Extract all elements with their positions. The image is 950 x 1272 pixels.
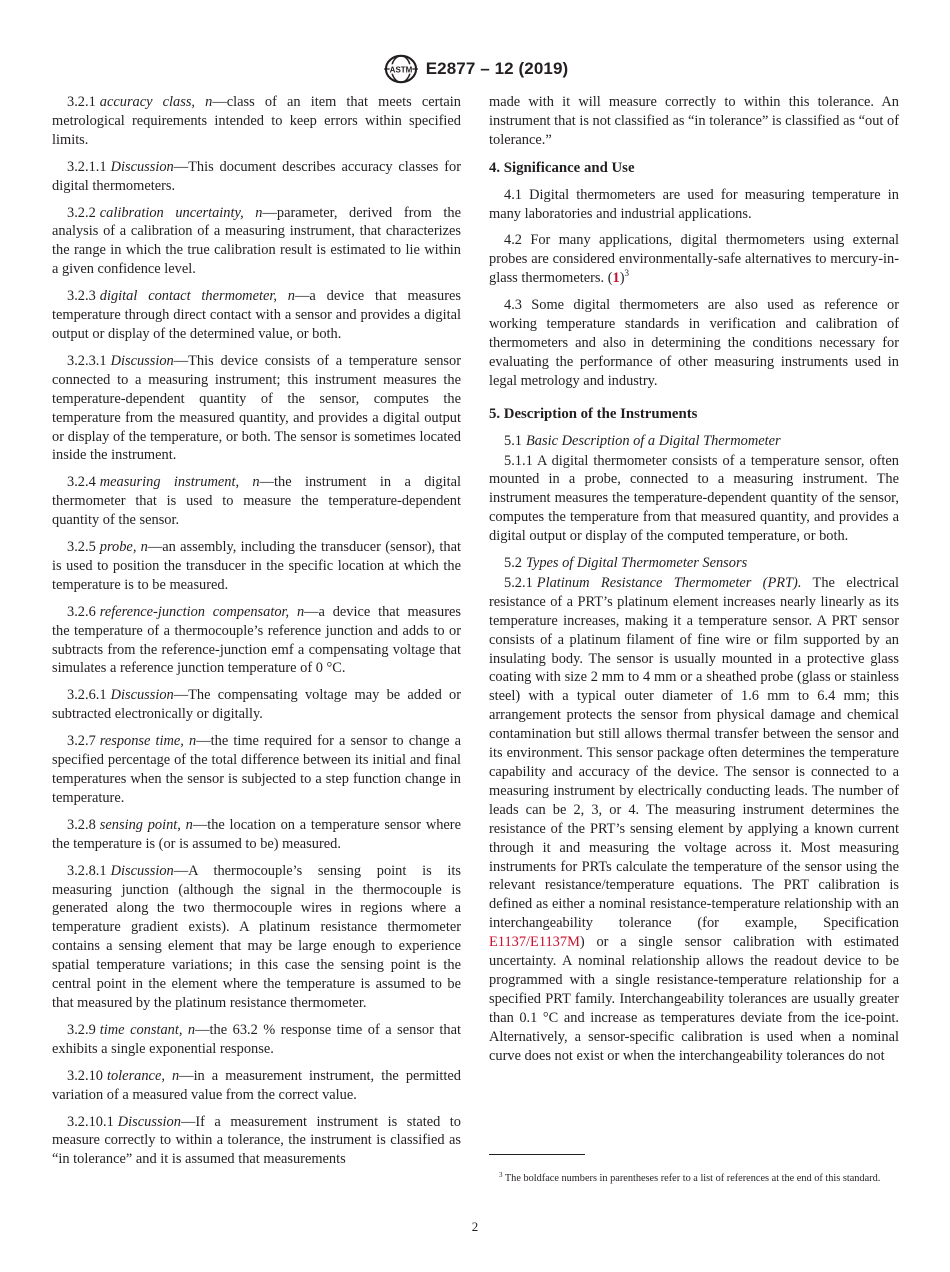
- definition-paragraph: [52, 473, 461, 530]
- paragraph-5-1: [489, 432, 899, 451]
- definition-term: tolerance, n: [106, 1067, 180, 1084]
- definition-term: reference-junction compensator, n: [99, 603, 305, 620]
- definition-number: 3.2.10.1: [67, 1113, 114, 1130]
- definition-paragraph: [52, 816, 461, 854]
- definition-paragraph: [52, 158, 461, 196]
- definition-term: time constant, n: [99, 1021, 196, 1038]
- paragraph-5-2-1: [489, 574, 899, 1066]
- logo-text: ASTM: [389, 65, 413, 75]
- definition-paragraph: [52, 603, 461, 679]
- standard-designation: E2877 – 12 (2019): [425, 59, 569, 78]
- paragraph-5-2-1-text-a: The electrical resistance of a PRT’s platinum element increases nearly linearly as its temperature increases, making it a temperature sensor. A PRT sensor consists of a platinum filament of fine wire or film supported by an insulating body. The sensor is usually mounted in a protective glass coating with size 2 mm to 4 mm or a sheathed probe (glass or stainless steel) with a typical outer diameter of 1.6 mm to 6.4 mm; this arrangement protects the sensor from physical damage and chemical contamination but still allows thermal transfer between the sensor and its environment. This sensor package often determines the temperature capability and accuracy of the device. The sensor is connected to a measuring instrument by electrically conducting leads. The number of leads can be 2, 3, or 4. The measuring instrument determines the resistance of the PRT’s sensing element by applying a known current through it and measuring the voltage across it. Most measuring instruments for PRTs calculate the temperature of the sensor using the relevant resistance/temperature equations. The PRT calibration is defined as either a nominal resistance-temperature relationship with an interchangeability tolerance (for example, Specification: [489, 574, 899, 932]
- paragraph-5-2-title: Types of Digital Thermometer Sensors: [526, 555, 748, 572]
- definition-paragraph: [52, 1113, 461, 1170]
- definition-term: Discussion: [110, 158, 174, 175]
- definition-number: 3.2.1: [67, 94, 96, 110]
- section-4-heading: 4. Significance and Use: [489, 159, 635, 176]
- definition-number: 3.2.10: [67, 1067, 103, 1084]
- footnote-mark-3[interactable]: 3: [624, 268, 629, 279]
- definition-term: response time, n: [99, 733, 197, 750]
- definition-text: —in a measurement instrument, the permitted variation of a measured value from the correct value.: [52, 1067, 461, 1103]
- definition-term: measuring instrument, n: [99, 474, 260, 491]
- definition-paragraph: [52, 862, 461, 1013]
- definition-number: 3.2.3.1: [67, 352, 107, 369]
- definition-term: accuracy class, n: [99, 94, 213, 110]
- paragraph-5-1-title: Basic Description of a Digital Thermometer: [526, 432, 781, 449]
- definition-paragraph: [52, 352, 461, 465]
- definition-term: probe, n: [99, 539, 148, 556]
- definition-paragraph: [52, 287, 461, 344]
- definition-text: —This document describes accuracy classes for digital thermometers.: [52, 158, 461, 194]
- definition-term: Discussion: [110, 862, 174, 879]
- definition-number: 3.2.7: [67, 733, 96, 750]
- definition-number: 3.2.1.1: [67, 158, 107, 175]
- definition-paragraph: [52, 686, 461, 724]
- paragraph-5-2: [489, 554, 899, 573]
- definition-number: 3.2.9: [67, 1021, 96, 1038]
- tolerance-discussion-continuation: made with it will measure correctly to within this tolerance. An instrument that is not classified as “in tolerance” is classified as “out of tolerance.”: [489, 94, 900, 148]
- paragraph-4-1: 4.1 Digital thermometers are used for measuring temperature in many laboratories and industrial applications.: [489, 186, 899, 222]
- definition-paragraph: [52, 1067, 461, 1105]
- paragraph-4-3: 4.3 Some digital thermometers are also used as reference or working temperature standards in verification and calibration of thermometers and also in determining the conditions necessary for evaluating the performance of other measuring instruments used in legal metrology and industry.: [489, 297, 899, 389]
- reference-link-1[interactable]: 1: [612, 270, 620, 287]
- definition-paragraph: [52, 538, 461, 595]
- astm-logo-icon: [382, 53, 420, 85]
- definition-text: —If a measurement instrument is stated to measure correctly to within a tolerance, the instrument is classified as “in tolerance” and it is assumed that measurements: [52, 1113, 461, 1168]
- definition-number: 3.2.8: [67, 816, 96, 833]
- page-header: [0, 52, 950, 86]
- paragraph-5-2-1-text-b: ) or a single sensor calibration with estimated uncertainty. A nominal relationship allows the readout device to be programmed with a single resistance-temperature relationship for a specified PRT family. Interchangeability tolerances are usually greater than 0.1 °C and increase as temperatures deviate from the ice-point. Alternatively, a sensor-specific calibration is used when a nominal curve does not exist or when the interchangeability tolerances do not: [489, 934, 899, 1064]
- definition-number: 3.2.2: [67, 204, 96, 221]
- paragraph-5-2-1-title: Platinum Resistance Thermometer (PRT).: [536, 574, 802, 591]
- definition-text: —A thermocouple’s sensing point is its measuring junction (although the signal in the thermocouple is generated along the two thermocouple wires in regions where a temperature gradient exists). A platinum resistance thermometer contains a sensing element that may be large enough to experience spatial temperature variations; in this case the sensing point is the central point in the element where the temperature is assumed to be that measured by the platinum resistance thermometer.: [52, 862, 461, 1011]
- definition-term: Discussion: [117, 1113, 181, 1130]
- definition-text: —parameter, derived from the analysis of a calibration of a measuring instrument, that characterizes the range in which the true calibration result is estimated to lie within a given confidence level.: [52, 204, 461, 278]
- definition-number: 3.2.6: [67, 603, 96, 620]
- definition-number: 3.2.8.1: [67, 862, 107, 879]
- definition-paragraph: [52, 204, 461, 280]
- definition-term: sensing point, n: [99, 816, 193, 833]
- page-number: 2: [471, 1219, 479, 1234]
- definition-text: —the instrument in a digital thermometer that is used to measure the temperature-dependent quantity of the sensor.: [52, 474, 461, 529]
- paragraph-5-2-number: 5.2: [504, 555, 522, 572]
- definition-text: —The compensating voltage may be added or subtracted electronically or digitally.: [52, 687, 461, 723]
- definition-text: —the 63.2 % response time of a sensor that exhibits a single exponential response.: [52, 1021, 461, 1057]
- left-column: [52, 93, 461, 1177]
- definition-paragraph: [52, 93, 461, 150]
- footnote-divider: [489, 1154, 585, 1155]
- definition-text: —the time required for a sensor to change a specified percentage of the total difference between its initial and final temperatures when the sensor is subjected to a step function change in temperature.: [52, 733, 461, 806]
- definition-text: —a device that measures the temperature of a thermocouple’s reference junction and adds to or subtracts from the reference-junction emf a compensating voltage that simulates a reference junction temperature of 0 °C.: [52, 603, 461, 677]
- paragraph-4-2-close: ): [619, 270, 625, 287]
- definition-term: Discussion: [110, 687, 174, 704]
- definition-term: calibration uncertainty, n: [99, 204, 263, 221]
- definition-text: —class of an item that meets certain metrological requirements intended to keep errors within specified limits.: [52, 94, 461, 148]
- paragraph-5-1-number: 5.1: [504, 432, 522, 449]
- section-5-heading: 5. Description of the Instruments: [489, 405, 698, 422]
- definition-term: digital contact thermometer, n: [99, 288, 295, 305]
- definition-paragraph: [52, 1021, 461, 1059]
- footnote-text: The boldface numbers in parentheses refer to a list of references at the end of this standard.: [502, 1173, 881, 1185]
- definition-text: —a device that measures temperature through direct contact with a sensor and provides a digital output or display of the determined value, or both.: [52, 288, 461, 342]
- definition-number: 3.2.4: [67, 474, 96, 491]
- paragraph-5-2-1-number: 5.2.1: [504, 574, 533, 591]
- definition-paragraph: [52, 732, 461, 808]
- paragraph-4-2-text: 4.2 For many applications, digital thermometers using external probes are considered environmentally-safe alternatives to mercury-in-glass thermometers. (: [489, 232, 899, 287]
- definition-text: —the location on a temperature sensor where the temperature is (or is assumed to be) measured.: [52, 816, 461, 852]
- footnote: [489, 1171, 899, 1186]
- footnote-number: 3: [499, 1171, 503, 1180]
- paragraph-5-1-1: 5.1.1 A digital thermometer consists of a temperature sensor, often mounted in a probe, connected to a measuring instrument. The instrument measures the temperature-dependent quantity of the sensor, computes the temperature from that measured quantity, and provides a digital output or display of the computed temperature, or both.: [489, 452, 899, 545]
- definition-number: 3.2.3: [67, 288, 96, 305]
- right-column: [489, 93, 899, 1074]
- definition-number: 3.2.6.1: [67, 687, 107, 704]
- definition-term: Discussion: [110, 352, 174, 369]
- definition-text: —an assembly, including the transducer (sensor), that is used to position the transducer in the specific location at which the temperature is to be measured.: [52, 539, 461, 593]
- definition-number: 3.2.5: [67, 539, 96, 556]
- paragraph-4-2: [489, 231, 899, 288]
- specification-link-e1137[interactable]: E1137/E1137M: [489, 934, 580, 951]
- definition-text: —This device consists of a temperature sensor connected to a measuring instrument; this instrument measures the temperature-dependent quantity of the sensor, computes the temperature from the measured quantity, and provides a digital output or display of the temperature, or both. The sensor is sometimes located inside the instrument.: [52, 352, 461, 464]
